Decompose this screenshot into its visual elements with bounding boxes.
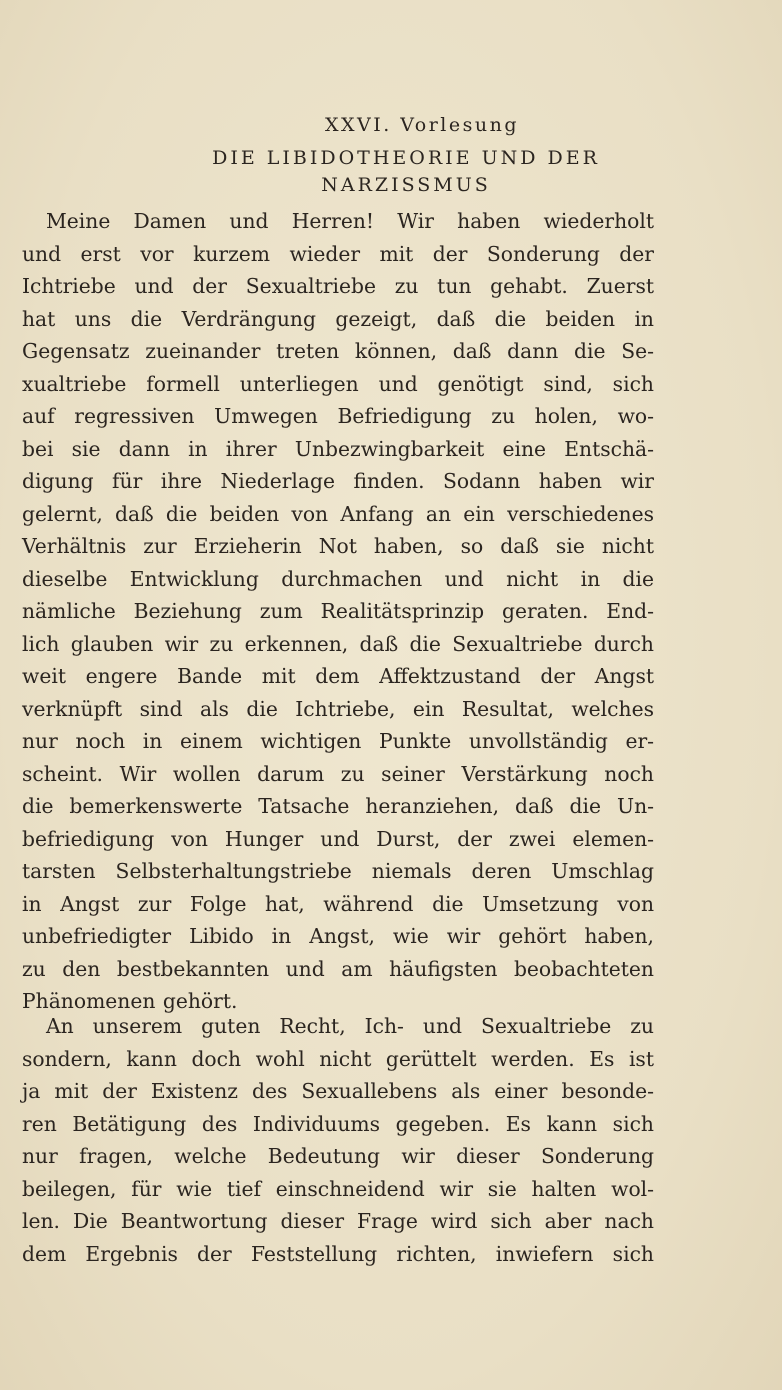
- text-line: gelernt, daß die beiden von Anfang an ein verschiedenes: [22, 501, 654, 526]
- text-line: und erst vor kurzem wieder mit der Sonderung der: [22, 241, 654, 266]
- text-line: nämliche Beziehung zum Realitätsprinzip geraten. End-: [22, 599, 654, 623]
- text-line: tarsten Selbsterhaltungstriebe niemals deren Umschlag: [22, 859, 654, 883]
- text-line: weit engere Bande mit dem Affektzustand der Angst: [22, 664, 654, 688]
- text-line: auf regressiven Umwegen Befriedigung zu holen, wo-: [22, 404, 654, 428]
- text-line: sondern, kann doch wohl nicht gerüttelt werden. Es ist: [22, 1046, 654, 1071]
- chapter-title-line: NARZISSMUS: [321, 174, 491, 196]
- lecture-heading: XXVI. Vorlesung: [324, 114, 520, 136]
- text-line: nur fragen, welche Bedeutung wir dieser Sonderung: [22, 1144, 654, 1168]
- text-line: dem Ergebnis der Feststellung richten, inwiefern sich: [22, 1241, 654, 1266]
- text-line: in Angst zur Folge hat, während die Umsetzung von: [22, 891, 654, 916]
- text-line: zu den bestbekannten und am häufigsten beobachteten: [22, 956, 654, 981]
- text-line: beilegen, für wie tief einschneidend wir sie halten wol-: [22, 1176, 654, 1201]
- text-line: die bemerkenswerte Tatsache heranziehen, daß die Un-: [22, 794, 654, 818]
- text-line: dieselbe Entwicklung durchmachen und nicht in die: [22, 566, 654, 591]
- text-line: scheint. Wir wollen darum zu seiner Verstärkung noch: [22, 761, 654, 786]
- text-line: ja mit der Existenz des Sexuallebens als einer besonde-: [22, 1079, 654, 1103]
- text-line: Meine Damen und Herren! Wir haben wiederholt: [46, 209, 654, 233]
- chapter-title: [0, 145, 782, 199]
- text-line: ren Betätigung des Individuums gegeben. Es kann sich: [22, 1111, 654, 1136]
- text-line: len. Die Beantwortung dieser Frage wird sich aber nach: [22, 1209, 654, 1233]
- text-line: verknüpft sind als die Ichtriebe, ein Resultat, welches: [22, 696, 654, 721]
- text-line: bei sie dann in ihrer Unbezwingbarkeit eine Entschä-: [22, 436, 654, 461]
- text-line: xualtriebe formell unterliegen und genötigt sind, sich: [22, 371, 654, 396]
- text-line: nur noch in einem wichtigen Punkte unvollständig er-: [22, 729, 654, 753]
- text-line: Gegensatz zueinander treten können, daß dann die Se-: [22, 339, 654, 363]
- chapter-title-line: DIE LIBIDOTHEORIE UND DER: [212, 147, 600, 169]
- text-line: Ichtriebe und der Sexualtriebe zu tun gehabt. Zuerst: [22, 274, 654, 298]
- text-line: lich glauben wir zu erkennen, daß die Sexualtriebe durch: [22, 631, 654, 656]
- text-line: befriedigung von Hunger und Durst, der zwei elemen-: [22, 826, 654, 851]
- text-line: unbefriedigter Libido in Angst, wie wir gehört haben,: [22, 924, 654, 948]
- body-paragraph-2: [22, 1010, 654, 1270]
- body-paragraph-1: [22, 205, 654, 1018]
- text-line: Phänomenen gehört.: [22, 989, 238, 1013]
- text-line: digung für ihre Niederlage finden. Sodann haben wir: [22, 469, 654, 493]
- text-line: Verhältnis zur Erzieherin Not haben, so daß sie nicht: [22, 534, 654, 558]
- text-line: hat uns die Verdrängung gezeigt, daß die beiden in: [22, 306, 654, 331]
- text-line: An unserem guten Recht, Ich- und Sexualtriebe zu: [46, 1014, 654, 1038]
